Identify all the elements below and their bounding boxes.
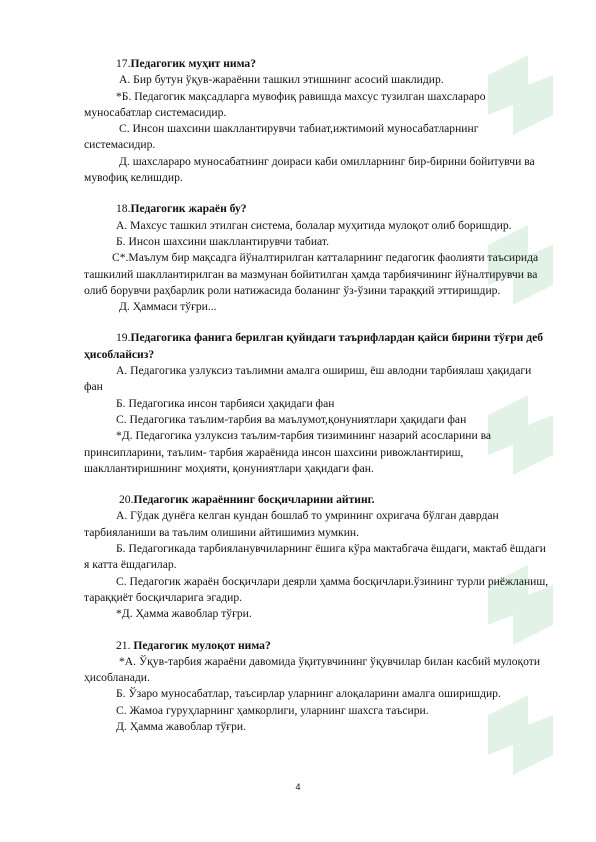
answer-17-d: Д. шахслараро муносабатнинг доираси каби омилларнинг бир-бирини бойитувчи ва мувофиқ келишдир. bbox=[84, 154, 535, 185]
answer-21-c: С. Жамоа гуруҳларнинг ҳамкорлиги, уларнинг шахсга таъсири. bbox=[116, 703, 429, 717]
answer-17-b: *Б. Педагогик мақсадларга мувофиқ равишда махсус тузилган шахслараро муносабатлар системасидир. bbox=[84, 89, 486, 119]
question-17-title: 17.Педагогик муҳит нима? bbox=[116, 57, 257, 70]
answer-19-d: *Д. Педагогика узлуксиз таълим-тарбия тизимининг назарий асосларини ва принсипларини, таълим- тарбия жараёнида инсон шахсини ривожлантириш, шакллантиришнинг моҳияти, қонуниятлари ҳақидаги фан. bbox=[84, 429, 492, 475]
answer-20-d: *Д. Ҳамма жавоблар тўғри. bbox=[116, 607, 252, 621]
answer-20-b: Б. Педагогикада тарбияланувчиларнинг ёшига кўра мактабгача ёшдаги, мактаб ёшдаги я катта ёшдагилар. bbox=[84, 542, 546, 572]
question-18-title: 18.Педагогик жараён бу? bbox=[116, 202, 247, 216]
answer-21-a: *А. Ўқув-тарбия жараёни давомида ўқитувчининг ўқувчилар билан касбий мулоқоти ҳисобланади. bbox=[84, 654, 541, 685]
answer-19-a: А. Педагогика узлуксиз таълимни амалга ошириш, ёш авлодни тарбиялаш ҳақидаги фан bbox=[84, 364, 532, 394]
question-20-title: 20.Педагогик жараённинг босқичларини айтинг. bbox=[119, 493, 375, 507]
page-number: 4 bbox=[295, 782, 301, 792]
answer-18-d: Д. Ҳаммаси тўғри... bbox=[119, 300, 217, 314]
answer-19-b: Б. Педагогика инсон тарбияси ҳақидаги фан bbox=[116, 396, 335, 410]
question-19-title: 19.Педагогика фанига берилган қуйидаги таърифлардан қайси бирини тўғри деб ҳисоблайсиз? bbox=[84, 331, 544, 361]
answer-21-d: Д. Ҳамма жавоблар тўғри. bbox=[116, 719, 246, 733]
question-21-title: 21. Педагогик мулоқот нима? bbox=[116, 638, 271, 652]
answer-20-a: А. Гўдак дунёга келган кундан бошлаб то умрининг охригача бўлган даврдан тарбияланиши ва таълим олишини айтишимиз мумкин. bbox=[84, 509, 499, 539]
answer-18-c: С*.Маълум бир мақсадга йўналтирилган катталарнинг педагогик фаолияти таъсирида ташкилий шакллантирилган ва мазмунан бойитилган ҳамда тарбиячининг йўналтирувчи ва олиб борувчи раҳбарлик роли натижасида боланинг ўз-ўзини тараққий эттиришдир. bbox=[84, 251, 539, 297]
answer-19-c: С. Педагогика таълим-тарбия ва маълумот,қонуниятлари ҳақидаги фан bbox=[116, 412, 467, 426]
answer-20-c: С. Педагогик жараён босқичлари деярли ҳамма босқичлари.ўзининг турли риёжланиш, тараққиёт босқичларига эгадир. bbox=[84, 574, 549, 604]
questions-block bbox=[84, 56, 550, 735]
answer-18-b: Б. Инсон шахсини шакллантирувчи табиат. bbox=[116, 234, 329, 248]
answer-18-a: А. Махсус ташкил этилган система, болалар муҳитида мулоқот олиб боришдир. bbox=[116, 218, 512, 232]
answer-17-c: С. Инсон шахсини шакллантирувчи табиат,ижтимоий муносабатларнинг системасидир. bbox=[84, 122, 479, 152]
answer-21-b: Б. Ўзаро муносабатлар, таъсирлар уларнинг алоқаларини амалга оширишдир. bbox=[116, 687, 501, 701]
answer-17-a: А. Бир бутун ўқув-жараённи ташкил этишнинг асосий шаклидир. bbox=[119, 73, 444, 87]
